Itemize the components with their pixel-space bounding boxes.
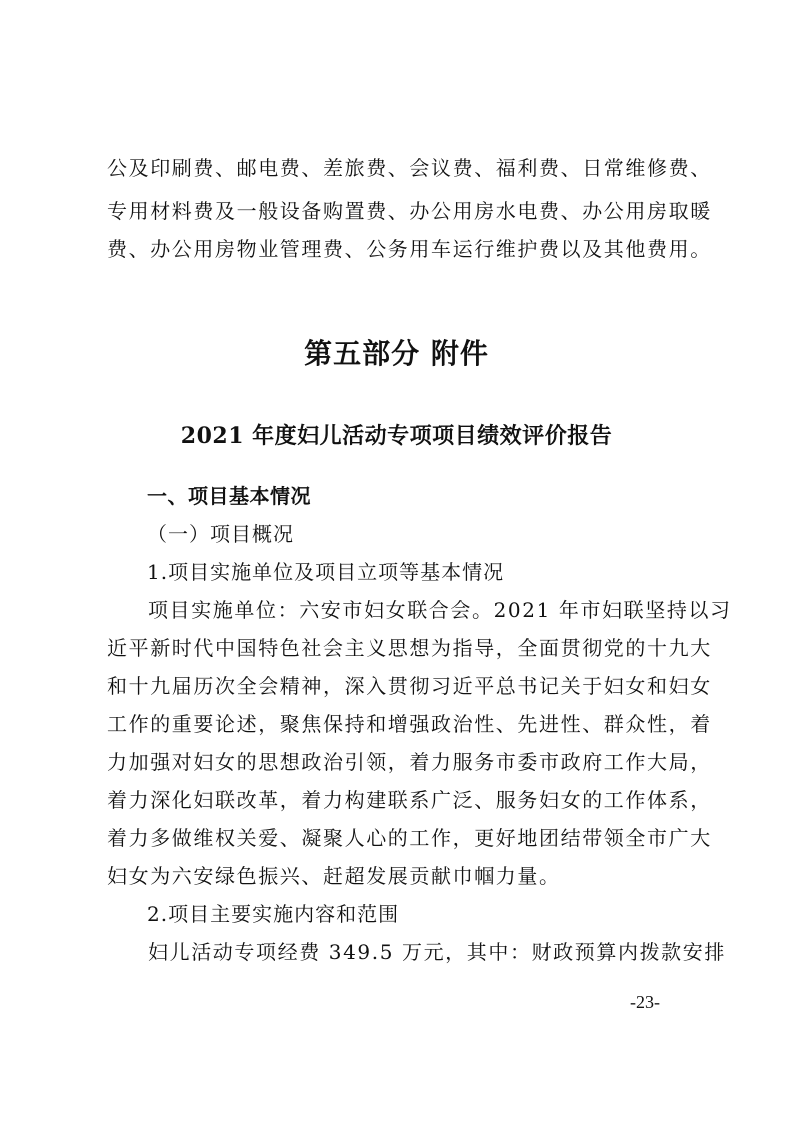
subsection-heading: （一）项目概况 [147,522,294,546]
intro-line-3: 费、办公用房物业管理费、公务用车运行维护费以及其他费用。 [107,237,712,261]
item-heading-1: 1.项目实施单位及项目立项等基本情况 [147,560,505,584]
paragraph-line-2: 近平新时代中国特色社会主义思想为指导，全面贯彻党的十九大 [107,636,712,660]
paragraph-line-3: 和十九届历次全会精神，深入贯彻习近平总书记关于妇女和妇女 [107,674,712,698]
item-heading-2: 2.项目主要实施内容和范围 [147,902,400,926]
page-number: -23- [630,992,660,1012]
section-heading: 一、项目基本情况 [147,484,311,508]
paragraph-line-5: 力加强对妇女的思想政治引领，着力服务市委市政府工作大局， [107,750,712,774]
paragraph-line-8: 妇女为六安绿色振兴、赶超发展贡献巾帼力量。 [107,864,561,888]
part-title: 第五部分 附件 [304,337,489,370]
report-title: 2021 年度妇儿活动专项项目绩效评价报告 [180,423,613,449]
paragraph-line-7: 着力多做维权关爱、凝聚人心的工作，更好地团结带领全市广大 [107,826,712,850]
paragraph-line-6: 着力深化妇联改革，着力构建联系广泛、服务妇女的工作体系， [107,788,712,812]
paragraph-line-4: 工作的重要论述，聚焦保持和增强政治性、先进性、群众性，着 [107,712,712,736]
intro-line-2: 专用材料费及一般设备购置费、办公用房水电费、办公用房取暖 [107,199,712,223]
paragraph-line-1: 项目实施单位：六安市妇女联合会。2021 年市妇联坚持以习 [148,598,732,622]
intro-line-1: 公及印刷费、邮电费、差旅费、会议费、福利费、日常维修费、 [107,156,712,180]
item-2-text: 妇儿活动专项经费 349.5 万元，其中：财政预算内拨款安排 [148,940,726,964]
